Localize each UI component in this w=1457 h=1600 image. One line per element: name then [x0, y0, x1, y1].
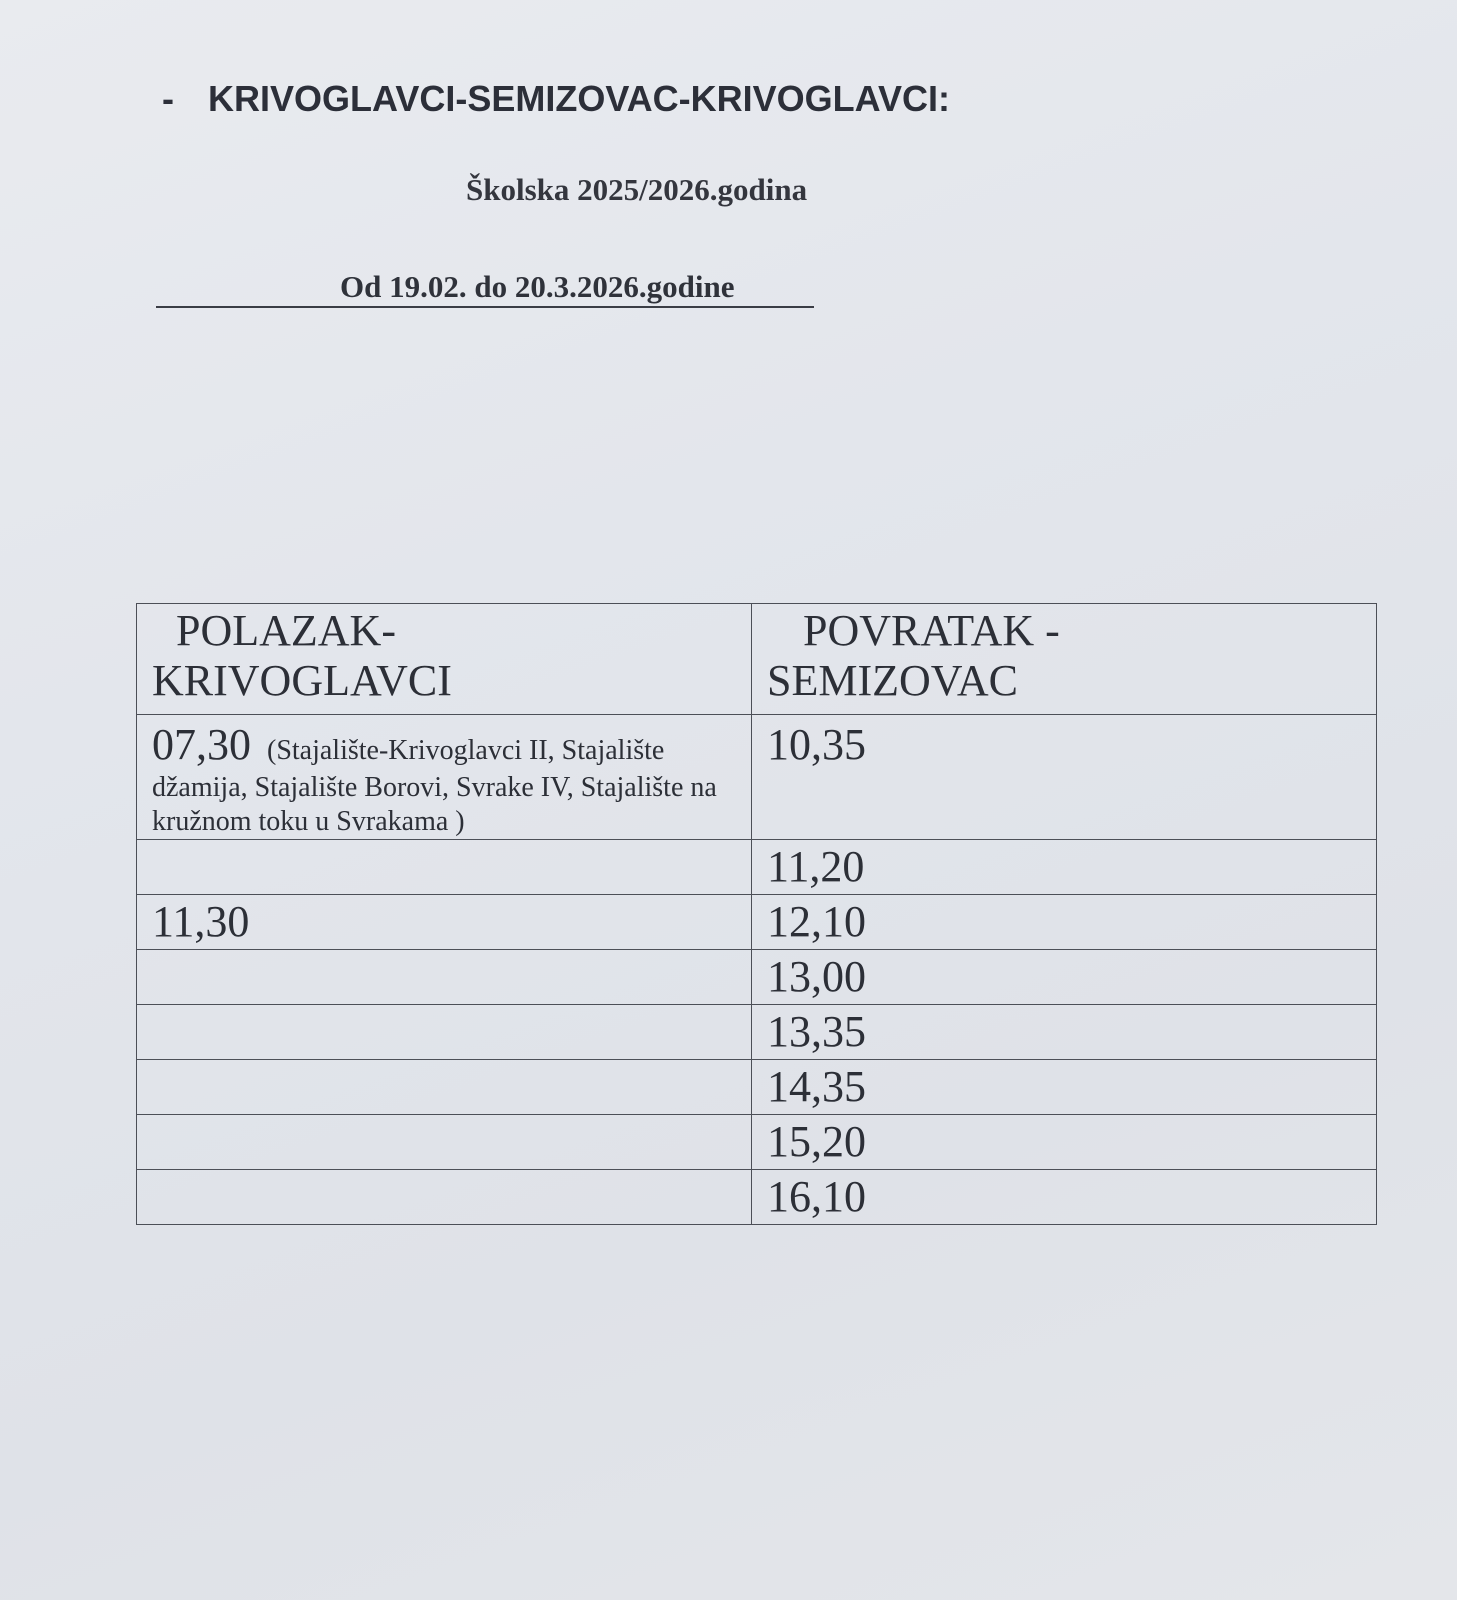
return-time: 11,20: [752, 840, 1377, 895]
departure-cell: [137, 1115, 752, 1170]
table-row: [137, 950, 1377, 1005]
departure-header: [137, 604, 752, 715]
validity-period: Od 19.02. do 20.3.2026.godine: [156, 268, 814, 308]
table-row: [137, 895, 1377, 950]
stops-note: (Stajalište-Krivoglavci II, Stajalište džamija, Stajalište Borovi, Svrake IV, Stajalište na kružnom toku u Svrakama ): [152, 735, 717, 837]
return-time: 13,00: [752, 950, 1377, 1005]
departure-cell: [137, 840, 752, 895]
route-name: KRIVOGLAVCI-SEMIZOVAC-KRIVOGLAVCI:: [208, 78, 950, 119]
page-title: [162, 78, 950, 120]
return-cell: [752, 715, 1377, 840]
title-dash: -: [162, 78, 174, 119]
departure-cell: [137, 715, 752, 840]
return-time: 16,10: [752, 1170, 1377, 1225]
table-header-row: [137, 604, 1377, 715]
table-row: [137, 715, 1377, 840]
return-header-line2: SEMIZOVAC: [767, 656, 1019, 705]
departure-header-line1: POLAZAK-: [176, 606, 396, 655]
table-row: [137, 1170, 1377, 1225]
return-time: 10,35: [767, 720, 866, 769]
departure-time: 07,30: [152, 720, 251, 769]
return-time: 13,35: [752, 1005, 1377, 1060]
departure-cell: [137, 950, 752, 1005]
return-time: 14,35: [752, 1060, 1377, 1115]
departure-header-line2: KRIVOGLAVCI: [152, 656, 452, 705]
table-row: [137, 1115, 1377, 1170]
schedule-table: [136, 603, 1377, 1225]
departure-time: 11,30: [137, 895, 752, 950]
table-row: [137, 1060, 1377, 1115]
school-year: Školska 2025/2026.godina: [466, 172, 808, 207]
return-time: 15,20: [752, 1115, 1377, 1170]
return-time: 12,10: [752, 895, 1377, 950]
table-row: [137, 1005, 1377, 1060]
departure-cell: [137, 1005, 752, 1060]
return-header-line1: POVRATAK -: [803, 606, 1060, 655]
table-row: [137, 840, 1377, 895]
departure-cell: [137, 1170, 752, 1225]
departure-cell: [137, 1060, 752, 1115]
return-header: [752, 604, 1377, 715]
